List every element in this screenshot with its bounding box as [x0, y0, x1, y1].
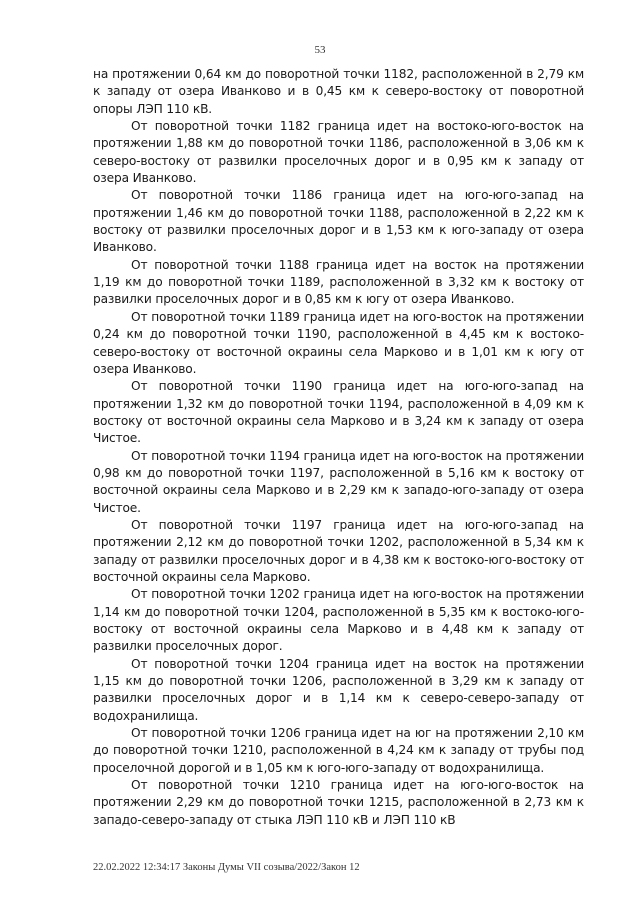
paragraph-5: От поворотной точки 1189 граница идет на юго-восток на протяжении 0,24 км до поворотной точки 1190, расположенной в 4,45 км к востоко-северо-востоку от восточной окраины села Марково и в 1,01 км к югу от озера Иванково.: [93, 309, 584, 376]
paragraph-6: От поворотной точки 1190 граница идет на юго-юго-запад на протяжении 1,32 км до поворотной точки 1194, расположенной в 4,09 км к востоку от восточной окраины села Марково и в 3,24 км к западу от озера Чистое.: [93, 379, 584, 446]
paragraph-3: От поворотной точки 1186 граница идет на юго-юго-запад на протяжении 1,46 км до поворотной точки 1188, расположенной в 2,22 км к востоку от развилки проселочных дорог и в 1,53 км к юго-западу от озера Иванково.: [93, 188, 584, 255]
paragraph-7: От поворотной точки 1194 граница идет на юго-восток на протяжении 0,98 км до поворотной точки 1197, расположенной в 5,16 км к востоку от восточной окраины села Марково и в 2,29 км к западо-юго-западу от озера Чистое.: [93, 448, 584, 515]
paragraph-11: От поворотной точки 1206 граница идет на юг на протяжении 2,10 км до поворотной точки 1210, расположенной в 4,24 км к западу от трубы под проселочной дорогой и в 1,05 км к юго-юго-западу от водохранилища.: [93, 726, 584, 775]
paragraph-12: От поворотной точки 1210 граница идет на юго-юго-восток на протяжении 2,29 км до поворотной точки 1215, расположенной в 2,73 км к западо-северо-западу от стыка ЛЭП 110 кВ и ЛЭП 110 кВ: [93, 778, 584, 827]
page-number: 53: [314, 44, 326, 56]
paragraph-9: От поворотной точки 1202 граница идет на юго-восток на протяжении 1,14 км до поворотной точки 1204, расположенной в 5,35 км к востоко-юго-востоку от восточной окраины села Марково и в 4,48 км к западу от развилки проселочных дорог.: [93, 587, 584, 654]
paragraph-8: От поворотной точки 1197 граница идет на юго-юго-запад на протяжении 2,12 км до поворотной точки 1202, расположенной в 5,34 км к западу от развилки проселочных дорог и в 4,38 км к востоко-юго-востоку от восточной окраины села Марково.: [93, 517, 584, 584]
paragraph-4: От поворотной точки 1188 граница идет на восток на протяжении 1,19 км до поворотной точки 1189, расположенной в 3,32 км к востоку от развилки проселочных дорог и в 0,85 км к югу от озера Иванково.: [93, 257, 584, 307]
paragraph-1: на протяжении 0,64 км до поворотной точки 1182, расположенной в 2,79 км к западу от озера Иванково и в 0,45 км к северо-востоку от поворотной опоры ЛЭП 110 кВ.: [93, 67, 584, 116]
document-body: [93, 66, 584, 829]
document-footer: 22.02.2022 12:34:17 Законы Думы VII созыва/2022/Закон 12: [93, 862, 360, 873]
paragraph-10: От поворотной точки 1204 граница идет на восток на протяжении 1,15 км до поворотной точки 1206, расположенной в 3,29 км к западу от развилки проселочных дорог и в 1,14 км к северо-северо-западу от водохранилища.: [93, 656, 584, 723]
paragraph-2: От поворотной точки 1182 граница идет на востоко-юго-восток на протяжении 1,88 км до поворотной точки 1186, расположенной в 3,06 км к северо-востоку от развилки проселочных дорог и в 0,95 км к западу от озера Иванково.: [93, 119, 584, 186]
